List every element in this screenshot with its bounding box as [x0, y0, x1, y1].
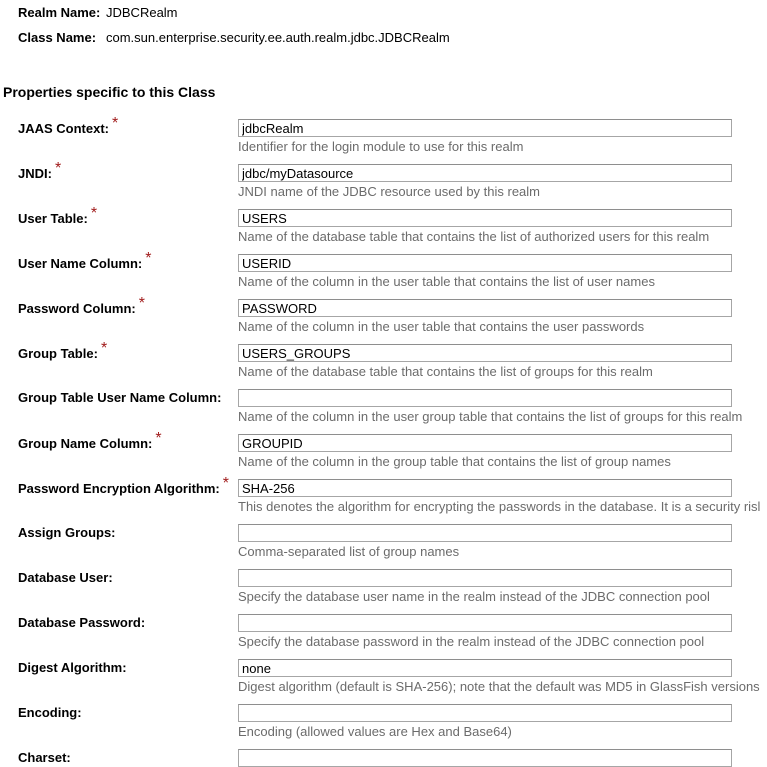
input-group-table[interactable]: [238, 344, 732, 362]
input-password-column[interactable]: [238, 299, 732, 317]
required-marker: *: [138, 295, 145, 312]
required-marker: *: [90, 205, 98, 222]
input-digest-algorithm[interactable]: [238, 659, 732, 677]
help-password-column: Name of the column in the user table that contains the user passwords: [238, 319, 645, 334]
help-group-table: Name of the database table that contains the list of groups for this realm: [238, 364, 653, 379]
label-text-encoding: Encoding:: [18, 705, 82, 720]
input-group-name-column[interactable]: [238, 434, 732, 452]
label-user-table: [18, 205, 98, 228]
label-digest-algorithm: [18, 660, 127, 675]
help-password-encryption-algorithm: This denotes the algorithm for encrypting the passwords in the database. It is a security risl: [238, 499, 761, 514]
help-group-name-column: Name of the column in the group table that contains the list of group names: [238, 454, 671, 469]
label-text-group-table-user-name-column: Group Table User Name Column:: [18, 390, 222, 405]
properties-section-title: Properties specific to this Class: [3, 84, 216, 100]
label-text-password-column: Password Column:: [18, 301, 136, 316]
help-user-name-column: Name of the column in the user table that contains the list of user names: [238, 274, 655, 289]
label-charset: [18, 750, 71, 765]
label-text-user-name-column: User Name Column:: [18, 256, 143, 271]
input-group-table-user-name-column[interactable]: [238, 389, 732, 407]
help-jaas-context: Identifier for the login module to use for this realm: [238, 139, 524, 154]
label-jndi: [18, 160, 62, 183]
help-database-password: Specify the database password in the realm instead of the JDBC connection pool: [238, 634, 705, 649]
required-marker: *: [145, 250, 152, 267]
class-name-row: [18, 30, 450, 45]
required-marker: *: [222, 475, 229, 492]
label-text-group-table: Group Table:: [18, 346, 98, 361]
label-encoding: [18, 705, 82, 720]
label-database-user: [18, 570, 113, 585]
label-text-charset: Charset:: [18, 750, 71, 765]
required-marker: *: [100, 340, 108, 357]
class-name-value: com.sun.enterprise.security.ee.auth.realm.jdbc.JDBCRealm: [106, 30, 450, 45]
input-encoding[interactable]: [238, 704, 732, 722]
label-text-database-user: Database User:: [18, 570, 113, 585]
label-text-group-name-column: Group Name Column:: [18, 436, 153, 451]
input-assign-groups[interactable]: [238, 524, 732, 542]
label-text-digest-algorithm: Digest Algorithm:: [18, 660, 127, 675]
label-password-column: [18, 295, 145, 318]
help-user-table: Name of the database table that contains the list of authorized users for this realm: [238, 229, 710, 244]
help-digest-algorithm: Digest algorithm (default is SHA-256); note that the default was MD5 in GlassFish versions: [238, 679, 760, 694]
label-group-table: [18, 340, 108, 363]
input-password-encryption-algorithm[interactable]: [238, 479, 732, 497]
help-jndi: JNDI name of the JDBC resource used by this realm: [238, 184, 541, 199]
label-group-name-column: [18, 430, 162, 453]
required-marker: *: [54, 160, 62, 177]
label-user-name-column: [18, 250, 152, 273]
label-group-table-user-name-column: [18, 390, 221, 405]
input-user-table[interactable]: [238, 209, 732, 227]
required-marker: *: [112, 115, 119, 132]
label-text-jaas-context: JAAS Context:: [18, 121, 110, 136]
label-jaas-context: [18, 115, 119, 138]
class-name-label: Class Name:: [18, 30, 97, 45]
label-password-encryption-algorithm: [18, 475, 229, 498]
help-assign-groups: Comma-separated list of group names: [238, 544, 460, 559]
label-text-password-encryption-algorithm: Password Encryption Algorithm:: [18, 481, 220, 496]
label-database-password: [18, 615, 145, 630]
realm-name-value: JDBCRealm: [106, 5, 178, 20]
realm-name-row: [18, 5, 178, 20]
label-text-user-table: User Table:: [18, 211, 88, 226]
input-charset[interactable]: [238, 749, 732, 767]
input-jndi[interactable]: [238, 164, 732, 182]
help-database-user: Specify the database user name in the realm instead of the JDBC connection pool: [238, 589, 710, 604]
required-marker: *: [155, 430, 162, 447]
help-group-table-user-name-column: Name of the column in the user group table that contains the list of groups for this realm: [238, 409, 743, 424]
label-text-jndi: JNDI:: [18, 166, 52, 181]
label-text-database-password: Database Password:: [18, 615, 146, 630]
label-assign-groups: [18, 525, 116, 540]
label-text-assign-groups: Assign Groups:: [18, 525, 116, 540]
input-jaas-context[interactable]: [238, 119, 732, 137]
realm-name-label: Realm Name:: [18, 5, 101, 20]
input-database-password[interactable]: [238, 614, 732, 632]
input-user-name-column[interactable]: [238, 254, 732, 272]
help-encoding: Encoding (allowed values are Hex and Base64): [238, 724, 512, 739]
input-database-user[interactable]: [238, 569, 732, 587]
